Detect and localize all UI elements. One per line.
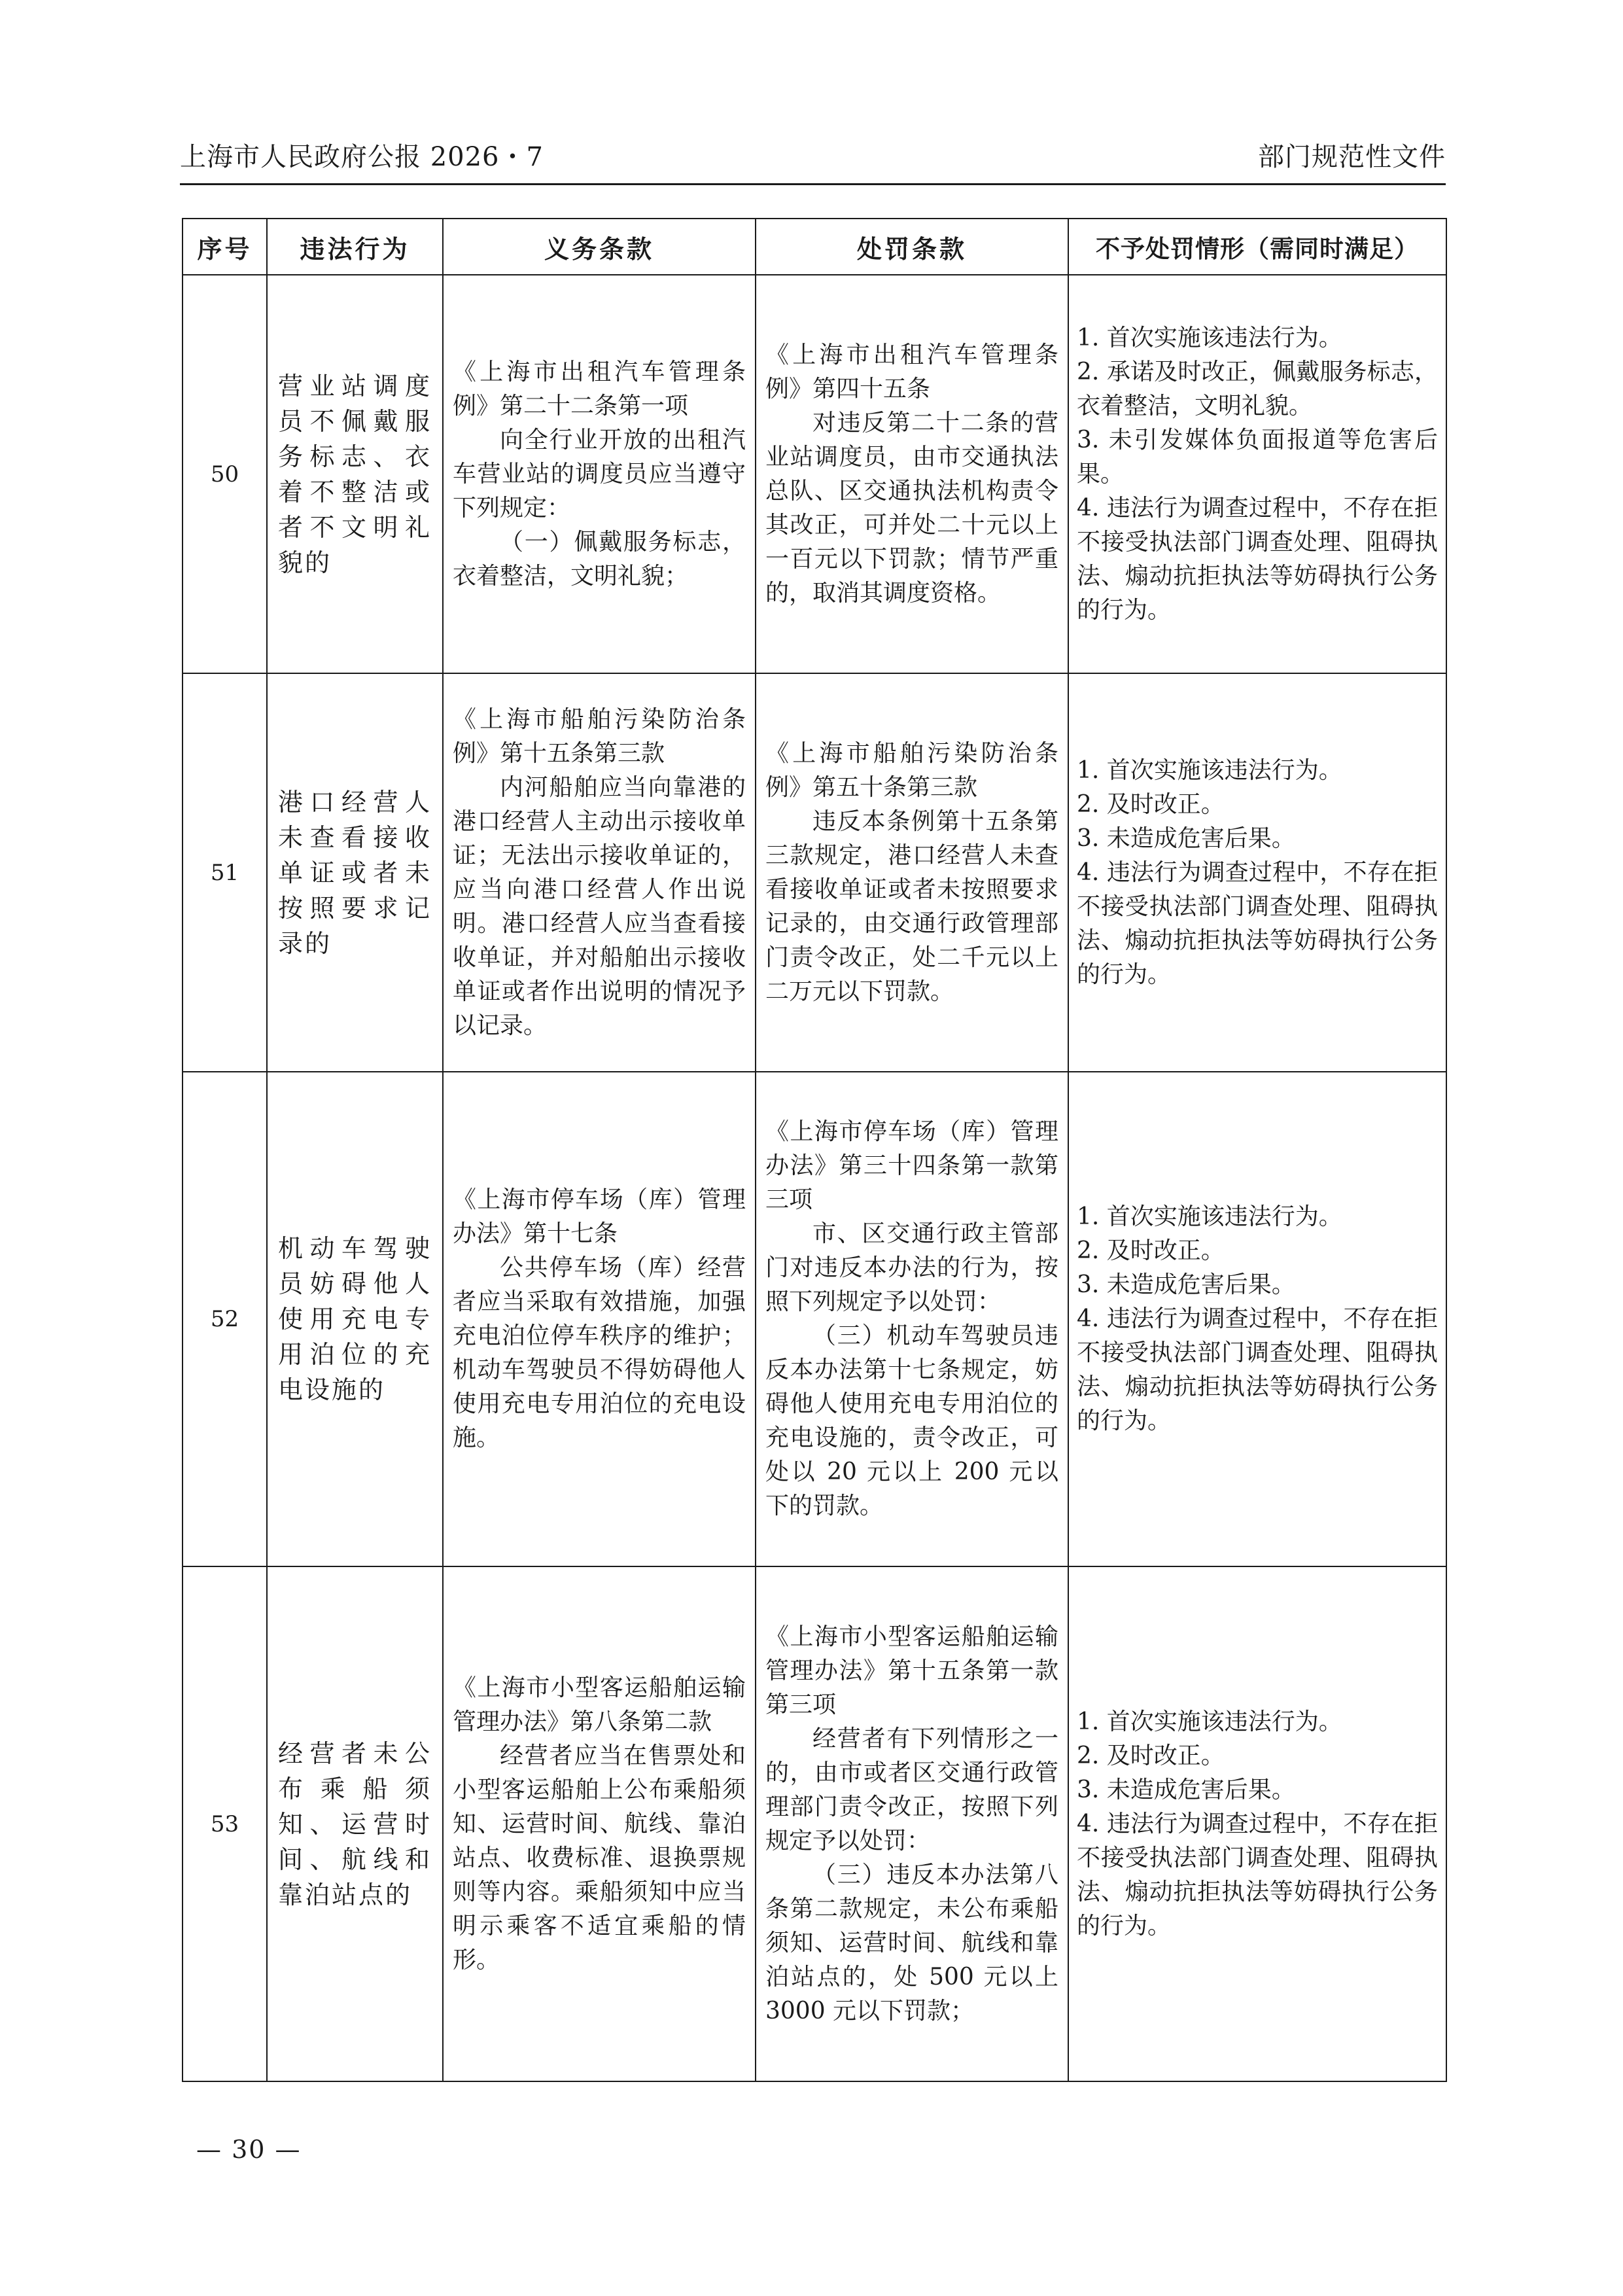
duty-text: 向全行业开放的出租汽车营业站的调度员应当遵守下列规定： xyxy=(453,426,746,521)
table-row xyxy=(183,275,1446,673)
penalty-cell xyxy=(756,275,1068,673)
col-header-duty: 义务条款 xyxy=(443,219,756,275)
condition-item: 1. 首次实施该违法行为。 xyxy=(1077,756,1342,784)
penalty-source: 《上海市船舶污染防治条例》第五十条第三款 xyxy=(765,739,1058,801)
penalty-text: （三）机动车驾驶员违反本办法第十七条规定，妨碍他人使用充电专用泊位的充电设施的，责令改正，可处以 20 元以上 200 元以下的罚款。 xyxy=(765,1322,1058,1519)
duty-source: 《上海市小型客运船舶运输管理办法》第八条第二款 xyxy=(453,1674,746,1735)
penalty-cell xyxy=(756,1566,1068,2081)
duty-text: 公共停车场（库）经营者应当采取有效措施，加强充电泊位停车秩序的维护；机动车驾驶员不得妨碍他人使用充电专用泊位的充电设施。 xyxy=(453,1254,746,1451)
row-number: 51 xyxy=(183,673,267,1072)
condition-item: 4. 违法行为调查过程中，不存在拒不接受执法部门调查处理、阻碍执法、煽动抗拒执法等妨碍执行公务的行为。 xyxy=(1077,858,1438,988)
penalty-text: （三）违反本办法第八条第二款规定，未公布乘船须知、运营时间、航线和靠泊站点的，处 500 元以上 3000 元以下罚款； xyxy=(765,1861,1058,2024)
page-header xyxy=(180,137,1446,183)
penalty-source: 《上海市出租汽车管理条例》第四十五条 xyxy=(765,341,1058,402)
conditions-cell xyxy=(1068,1072,1446,1566)
penalty-text: 对违反第二十二条的营业站调度员，由市交通执法总队、区交通执法机构责令其改正，可并处二十元以上一百元以下罚款；情节严重的，取消其调度资格。 xyxy=(765,409,1058,607)
penalty-source: 《上海市停车场（库）管理办法》第三十四条第一款第三项 xyxy=(765,1118,1058,1213)
condition-item: 1. 首次实施该违法行为。 xyxy=(1077,1203,1342,1230)
penalty-source: 《上海市小型客运船舶运输管理办法》第十五条第一款第三项 xyxy=(765,1623,1058,1718)
col-header-conditions: 不予处罚情形（需同时满足） xyxy=(1068,219,1446,275)
duty-text: 内河船舶应当向靠港的港口经营人主动出示接收单证；无法出示接收单证的，应当向港口经营人作出说明。港口经营人应当查看接收单证，并对船舶出示接收单证或者作出说明的情况予以记录。 xyxy=(453,773,746,1039)
table-header-row xyxy=(183,219,1446,275)
penalty-table xyxy=(182,218,1447,2082)
section-title: 部门规范性文件 xyxy=(1258,142,1446,172)
duty-cell xyxy=(443,275,756,673)
conditions-cell xyxy=(1068,275,1446,673)
row-number: 52 xyxy=(183,1072,267,1566)
condition-item: 4. 违法行为调查过程中，不存在拒不接受执法部门调查处理、阻碍执法、煽动抗拒执法等妨碍执行公务的行为。 xyxy=(1077,494,1438,624)
condition-item: 2. 承诺及时改正，佩戴服务标志，衣着整洁，文明礼貌。 xyxy=(1077,358,1438,419)
penalty-text: 经营者有下列情形之一的，由市或者区交通行政管理部门责令改正，按照下列规定予以处罚： xyxy=(765,1725,1058,1854)
condition-item: 3. 未造成危害后果。 xyxy=(1077,824,1295,852)
header-rule xyxy=(180,183,1446,185)
condition-item: 2. 及时改正。 xyxy=(1077,1237,1225,1264)
row-number: 53 xyxy=(183,1566,267,2081)
condition-item: 3. 未造成危害后果。 xyxy=(1077,1776,1295,1803)
table-row xyxy=(183,673,1446,1072)
conditions-cell xyxy=(1068,1566,1446,2081)
condition-item: 4. 违法行为调查过程中，不存在拒不接受执法部门调查处理、阻碍执法、煽动抗拒执法等妨碍执行公务的行为。 xyxy=(1077,1305,1438,1434)
page-number: — 30 — xyxy=(196,2135,302,2164)
conditions-cell xyxy=(1068,673,1446,1072)
penalty-cell xyxy=(756,673,1068,1072)
table-row xyxy=(183,1566,1446,2081)
penalty-cell xyxy=(756,1072,1068,1566)
violation-cell: 经营者未公布乘船须知、运营时间、航线和靠泊站点的 xyxy=(267,1566,443,2081)
col-header-act: 违法行为 xyxy=(267,219,443,275)
penalty-text: 市、区交通行政主管部门对违反本办法的行为，按照下列规定予以处罚： xyxy=(765,1220,1058,1315)
col-header-penalty: 处罚条款 xyxy=(756,219,1068,275)
duty-cell xyxy=(443,673,756,1072)
violation-cell: 机动车驾驶员妨碍他人使用充电专用泊位的充电设施的 xyxy=(267,1072,443,1566)
duty-source: 《上海市出租汽车管理条例》第二十二条第一项 xyxy=(453,358,746,419)
duty-cell xyxy=(443,1072,756,1566)
duty-source: 《上海市停车场（库）管理办法》第十七条 xyxy=(453,1186,746,1247)
condition-item: 2. 及时改正。 xyxy=(1077,790,1225,818)
violation-cell: 营业站调度员不佩戴服务标志、衣着不整洁或者不文明礼貌的 xyxy=(267,275,443,673)
duty-text: 经营者应当在售票处和小型客运船舶上公布乘船须知、运营时间、航线、靠泊站点、收费标准、退换票规则等内容。乘船须知中应当明示乘客不适宜乘船的情形。 xyxy=(453,1742,746,1973)
condition-item: 1. 首次实施该违法行为。 xyxy=(1077,324,1342,351)
duty-cell xyxy=(443,1566,756,2081)
violation-cell: 港口经营人未查看接收单证或者未按照要求记录的 xyxy=(267,673,443,1072)
duty-source: 《上海市船舶污染防治条例》第十五条第三款 xyxy=(453,705,746,767)
condition-item: 1. 首次实施该违法行为。 xyxy=(1077,1708,1342,1735)
col-header-no: 序号 xyxy=(183,219,267,275)
condition-item: 3. 未引发媒体负面报道等危害后果。 xyxy=(1077,426,1438,487)
penalty-text: 违反本条例第十五条第三款规定，港口经营人未查看接收单证或者未按照要求记录的，由交通行政管理部门责令改正，处二千元以上二万元以下罚款。 xyxy=(765,807,1058,1005)
condition-item: 4. 违法行为调查过程中，不存在拒不接受执法部门调查处理、阻碍执法、煽动抗拒执法等妨碍执行公务的行为。 xyxy=(1077,1810,1438,1939)
condition-item: 3. 未造成危害后果。 xyxy=(1077,1271,1295,1298)
duty-text: （一）佩戴服务标志，衣着整洁，文明礼貌； xyxy=(453,528,746,590)
gazette-title: 上海市人民政府公报 2026・7 xyxy=(180,142,544,172)
table-row xyxy=(183,1072,1446,1566)
row-number: 50 xyxy=(183,275,267,673)
condition-item: 2. 及时改正。 xyxy=(1077,1742,1225,1769)
